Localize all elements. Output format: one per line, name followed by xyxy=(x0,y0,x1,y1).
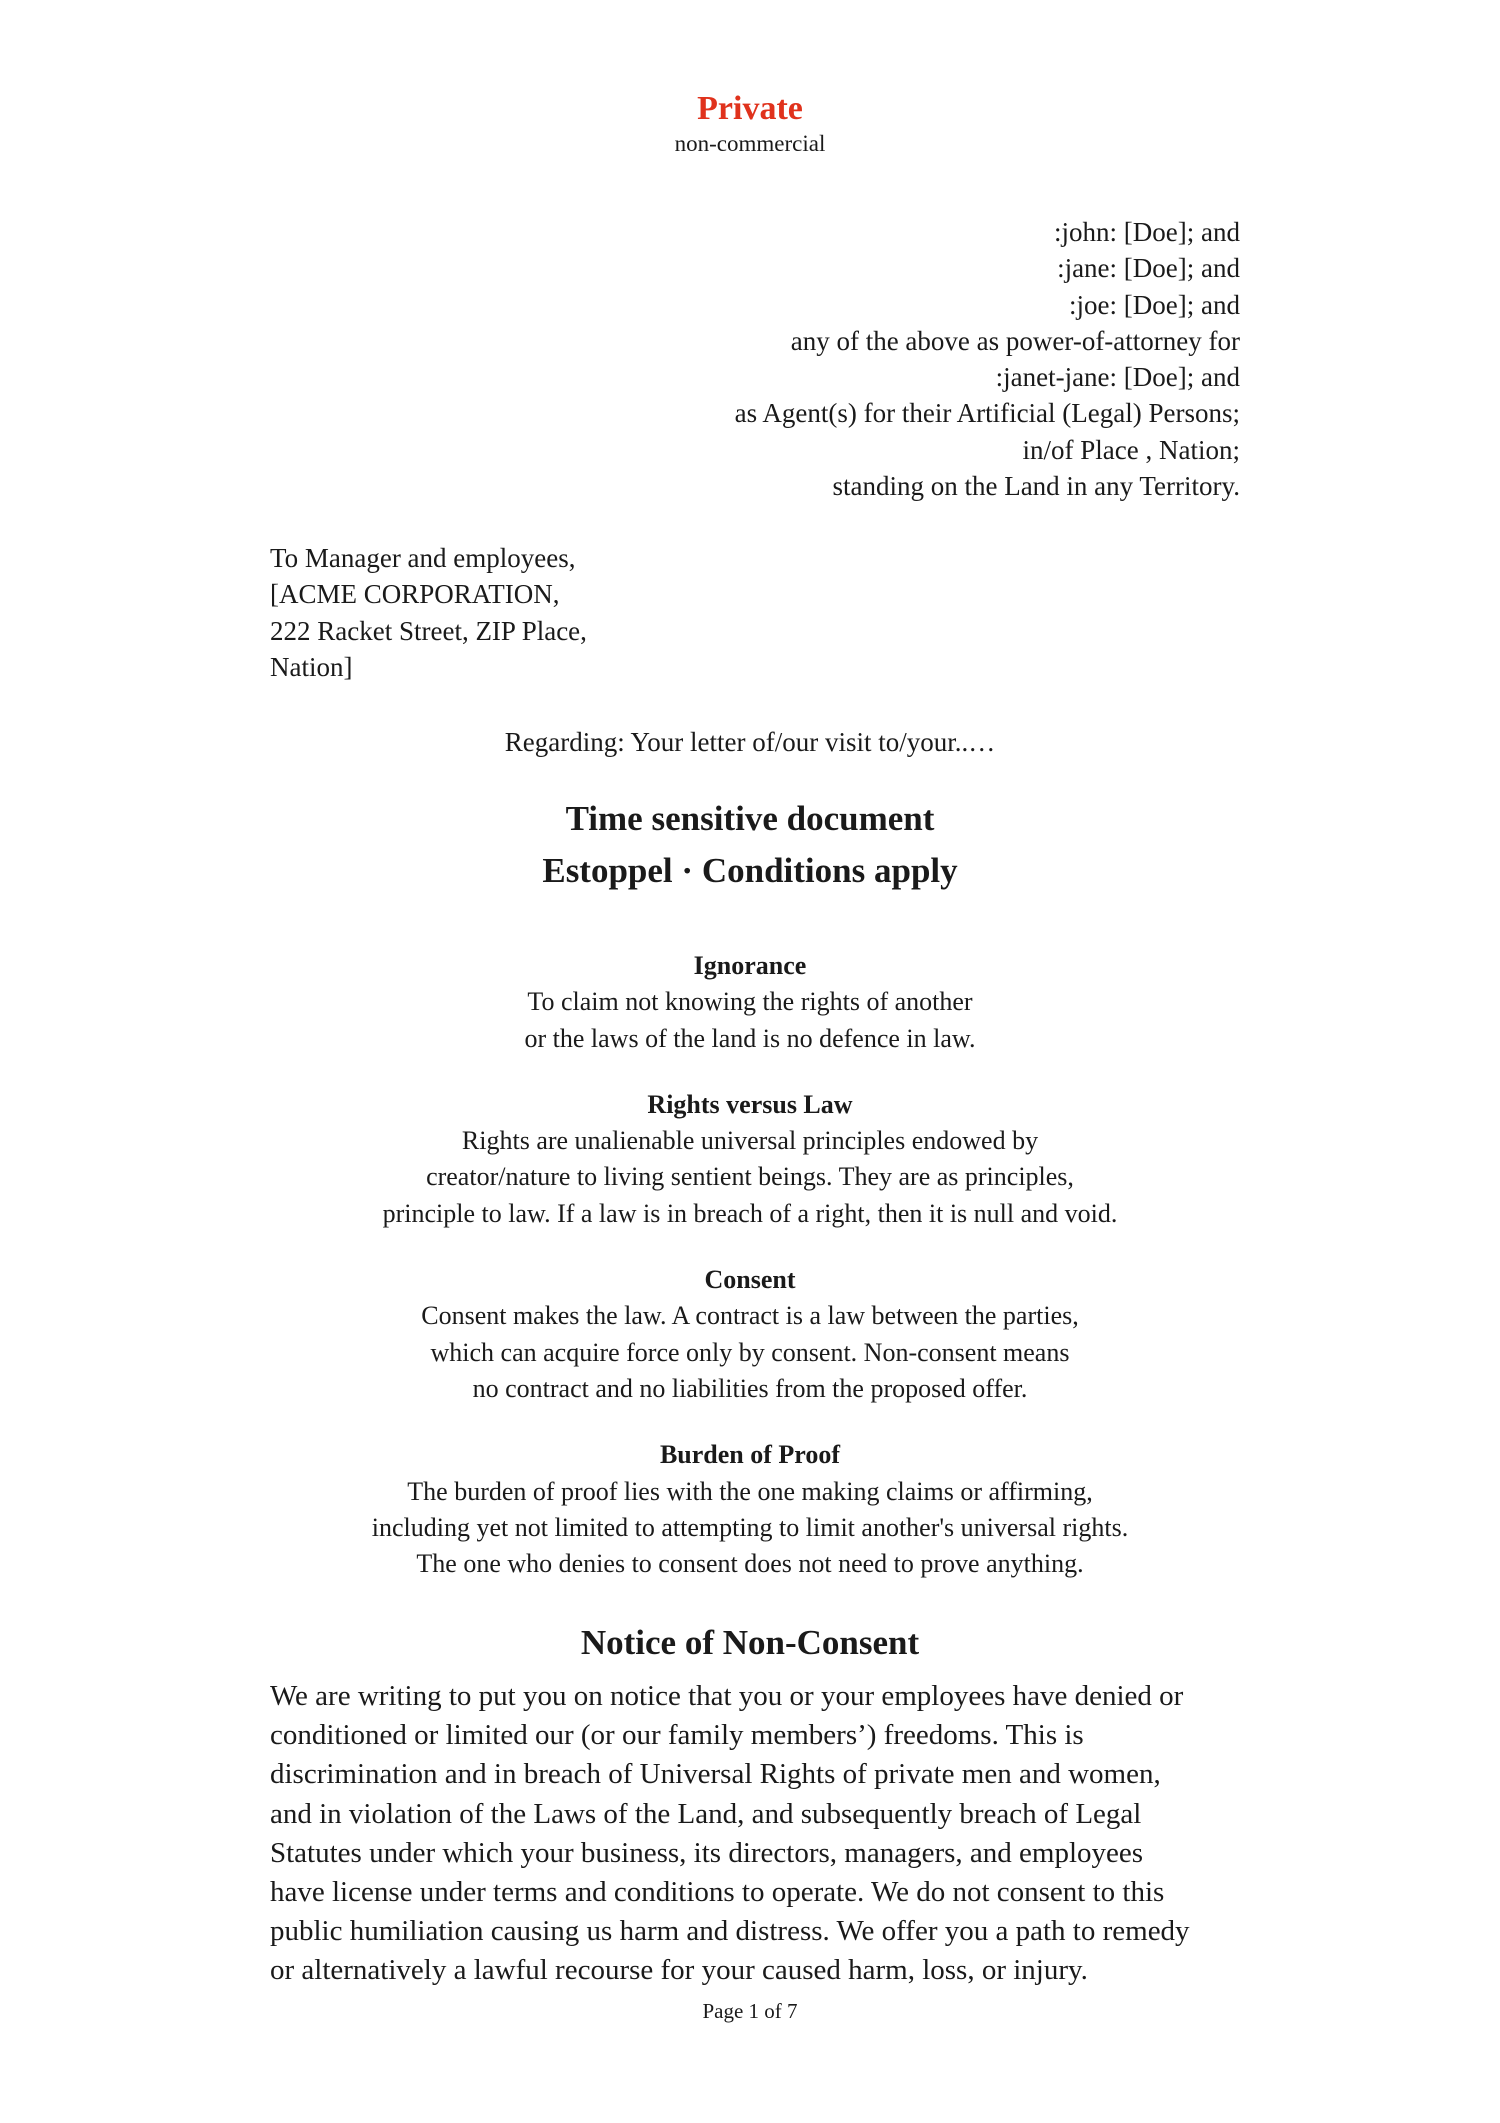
principle-text-line: The burden of proof lies with the one making claims or affirming, xyxy=(407,1476,1093,1506)
notice-line: have license under terms and conditions to operate. We do not consent to this xyxy=(270,1876,1165,1909)
sender-line: :john: [Doe]; and xyxy=(1054,217,1240,247)
document-title-line2: Estoppel · Conditions apply xyxy=(542,851,958,890)
sender-line: :joe: [Doe]; and xyxy=(1069,289,1240,320)
principle-burden-of-proof xyxy=(0,1437,1500,1582)
sender-line: any of the above as power-of-attorney for xyxy=(790,325,1240,356)
principle-rights-versus-law xyxy=(0,1087,1500,1232)
principle-text-line: Rights are unalienable universal principles endowed by xyxy=(461,1126,1039,1156)
notice-line: We are writing to put you on notice that you or your employees have denied or xyxy=(270,1680,1184,1712)
notice-body xyxy=(270,1677,1250,1991)
principle-title: Rights versus Law xyxy=(647,1089,853,1119)
notice-line: Statutes under which your business, its directors, managers, and employees xyxy=(270,1836,1144,1869)
principle-consent xyxy=(0,1262,1500,1407)
page-number: Page 1 of 7 xyxy=(702,1999,798,2023)
principle-text-line: including yet not limited to attempting to limit another's universal rights. xyxy=(371,1512,1129,1542)
principle-text-line: principle to law. If a law is in breach of a right, then it is null and void. xyxy=(382,1198,1118,1228)
principle-title: Consent xyxy=(704,1265,796,1295)
sender-line: as Agent(s) for their Artificial (Legal) Persons; xyxy=(734,398,1240,429)
principle-title: Burden of Proof xyxy=(659,1440,841,1470)
principle-ignorance xyxy=(0,948,1500,1057)
notice-line: discrimination and in breach of Universal Rights of private men and women, xyxy=(270,1758,1161,1791)
header xyxy=(0,88,1500,158)
document-title xyxy=(0,793,1500,897)
sender-line: :jane: [Doe]; and xyxy=(1057,253,1240,284)
principle-text-line: no contract and no liabilities from the proposed offer. xyxy=(472,1373,1028,1403)
principle-text-line: creator/nature to living sentient beings. They are as principles, xyxy=(426,1162,1074,1192)
notice-line: or alternatively a lawful recourse for your caused harm, loss, or injury. xyxy=(270,1954,1088,1987)
recipient-line: [ACME CORPORATION, xyxy=(270,579,560,610)
principles-section xyxy=(0,948,1500,1612)
sender-line: in/of Place , Nation; xyxy=(1022,434,1240,465)
principle-text-line: which can acquire force only by consent. Non-consent means xyxy=(430,1337,1070,1367)
notice-line: conditioned or limited our (or our family members’) freedoms. This is xyxy=(270,1719,1084,1752)
private-title: Private xyxy=(697,90,803,127)
non-commercial-subtitle: non-commercial xyxy=(674,131,826,156)
recipient-line: 222 Racket Street, ZIP Place, xyxy=(270,615,587,646)
recipient-block xyxy=(270,540,587,685)
principle-title: Ignorance xyxy=(693,951,807,980)
principle-text-line: or the laws of the land is no defence in law. xyxy=(524,1023,976,1053)
sender-line: :janet-jane: [Doe]; and xyxy=(995,362,1240,393)
regarding-line: Regarding: Your letter of/our visit to/your..… xyxy=(504,727,996,757)
notice-line: public humiliation causing us harm and distress. We offer you a path to remedy xyxy=(270,1915,1190,1948)
principle-text-line: The one who denies to consent does not need to prove anything. xyxy=(416,1549,1084,1579)
recipient-line: To Manager and employees, xyxy=(270,543,576,573)
notice-title: Notice of Non-Consent xyxy=(580,1623,920,1662)
recipient-line: Nation] xyxy=(270,651,353,682)
document-title-line1: Time sensitive document xyxy=(565,799,935,838)
sender-block xyxy=(735,214,1240,504)
sender-line: standing on the Land in any Territory. xyxy=(832,471,1240,502)
notice-line: and in violation of the Laws of the Land, and subsequently breach of Legal xyxy=(270,1797,1142,1830)
principle-text-line: Consent makes the law. A contract is a law between the parties, xyxy=(421,1301,1079,1331)
principle-text-line: To claim not knowing the rights of another xyxy=(527,987,973,1017)
